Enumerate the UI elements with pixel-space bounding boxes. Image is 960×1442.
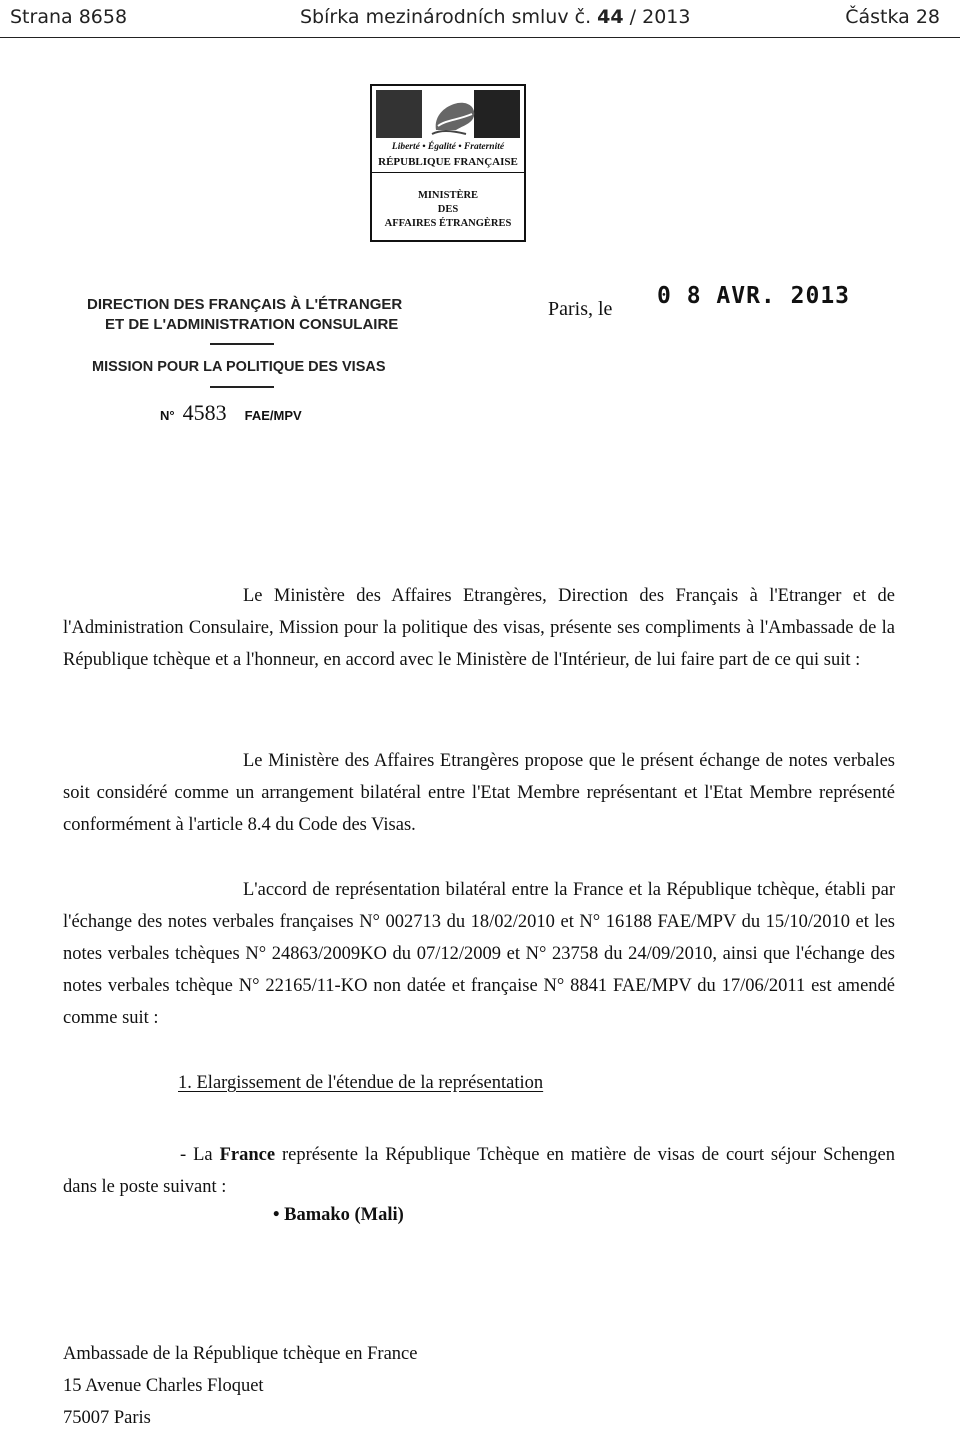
section-heading-text: 1. Elargissement de l'étendue de la représentation bbox=[178, 1073, 544, 1093]
page-number: Strana 8658 bbox=[10, 6, 128, 28]
section-heading bbox=[178, 1073, 543, 1094]
paragraph-1 bbox=[63, 580, 895, 676]
collection-number: 44 bbox=[597, 6, 624, 28]
paragraph-4-text bbox=[63, 1139, 895, 1203]
mission-divider bbox=[210, 386, 274, 388]
marianne-flag-icon bbox=[376, 90, 520, 138]
para4-bold: France bbox=[219, 1145, 276, 1165]
ministry-name bbox=[372, 189, 524, 231]
collection-title bbox=[300, 6, 690, 28]
para4-end: représente la République Tchèque en matière de visas de court séjour Schengen dans le poste suivant : bbox=[63, 1145, 895, 1197]
sender-line2: ET DE L'ADMINISTRATION CONSULAIRE bbox=[105, 316, 399, 333]
reference-code: FAE/MPV bbox=[244, 408, 302, 423]
republic-name: RÉPUBLIQUE FRANÇAISE bbox=[378, 156, 518, 168]
address-line2: 15 Avenue Charles Floquet bbox=[63, 1376, 264, 1396]
ministry-line2: DES bbox=[437, 204, 459, 215]
part-number: Částka 28 bbox=[845, 6, 940, 28]
collection-year: / 2013 bbox=[629, 6, 691, 28]
ministry-line3: AFFAIRES ÉTRANGÈRES bbox=[384, 218, 512, 229]
address-line1: Ambassade de la République tchèque en France bbox=[63, 1344, 418, 1364]
date-stamp: 0 8 AVR. 2013 bbox=[657, 283, 851, 309]
motto: Liberté • Égalité • Fraternité bbox=[391, 142, 505, 152]
header-rule bbox=[0, 37, 960, 38]
paragraph-2-text: Le Ministère des Affaires Etrangères propose que le présent échange de notes verbales soit considéré comme un arrangement bilatéral entre l'Etat Membre représentant et l'Etat Membre représenté conformément à l'article 8.4 du Code des Visas. bbox=[63, 751, 895, 835]
collection-prefix: Sbírka mezinárodních smluv č. bbox=[300, 6, 592, 28]
para4-start: - La bbox=[180, 1145, 220, 1165]
paragraph-2 bbox=[63, 745, 895, 841]
logo-divider bbox=[372, 172, 524, 173]
paragraph-1-text: Le Ministère des Affaires Etrangères, Direction des Français à l'Etranger et de l'Administration Consulaire, Mission pour la politique des visas, présente ses compliments à l'Ambassade de la République tchèque et a l'honneur, en accord avec le Ministère de l'Intérieur, de lui faire part de ce qui suit : bbox=[63, 586, 895, 670]
sender-line1: DIRECTION DES FRANÇAIS À L'ÉTRANGER bbox=[87, 296, 403, 313]
mission-name: MISSION POUR LA POLITIQUE DES VISAS bbox=[92, 359, 386, 375]
paragraph-3 bbox=[63, 874, 895, 1034]
place-label: Paris, le bbox=[548, 298, 613, 320]
address-line3: 75007 Paris bbox=[63, 1408, 151, 1428]
address-block bbox=[63, 1338, 417, 1434]
sender-divider bbox=[210, 343, 274, 345]
reference-number: 4583 bbox=[182, 400, 227, 425]
paragraph-3-text: L'accord de représentation bilatéral entre la France et la République tchèque, établi par l'échange des notes verbales françaises N° 002713 du 18/02/2010 et N° 16188 FAE/MPV du 15/10/2010 et les notes verbales tchèques N° 24863/2009KO du 07/12/2009 et N° 23758 du 24/09/2010, ainsi que l'échange des notes verbales tchèque N° 22165/11-KO non datée et française N° 8841 FAE/MPV du 17/06/2011 est amendé comme suit : bbox=[63, 880, 895, 1028]
reference-line bbox=[160, 400, 302, 426]
ministry-logo bbox=[370, 84, 526, 242]
number-label: N° bbox=[160, 408, 175, 423]
bullet-item: • Bamako (Mali) bbox=[273, 1205, 404, 1225]
paragraph-4 bbox=[63, 1139, 895, 1203]
ministry-line1: MINISTÈRE bbox=[417, 190, 479, 201]
